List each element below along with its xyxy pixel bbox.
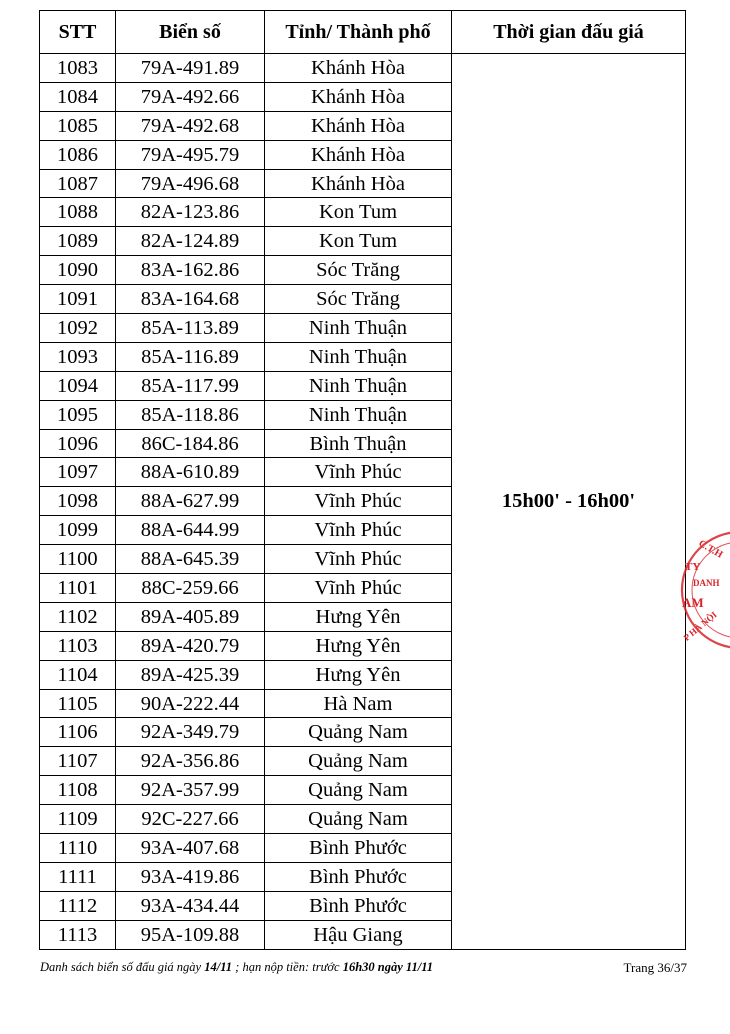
svg-text:P HÀ NỘI: P HÀ NỘI <box>681 609 719 643</box>
cell-stt: 1091 <box>40 285 116 314</box>
cell-stt: 1090 <box>40 256 116 285</box>
cell-plate: 82A-124.89 <box>116 227 265 256</box>
svg-text:AM: AM <box>682 595 704 610</box>
cell-stt: 1105 <box>40 689 116 718</box>
cell-plate: 79A-495.79 <box>116 140 265 169</box>
cell-province: Quảng Nam <box>265 747 452 776</box>
cell-auction-time: 15h00' - 16h00' <box>452 54 686 950</box>
cell-stt: 1093 <box>40 342 116 371</box>
cell-stt: 1102 <box>40 602 116 631</box>
cell-stt: 1085 <box>40 111 116 140</box>
cell-province: Bình Thuận <box>265 429 452 458</box>
cell-province: Khánh Hòa <box>265 140 452 169</box>
cell-stt: 1089 <box>40 227 116 256</box>
svg-text:C.T.H: C.T.H <box>696 538 725 561</box>
cell-plate: 92A-357.99 <box>116 776 265 805</box>
cell-stt: 1088 <box>40 198 116 227</box>
table-row <box>40 54 686 83</box>
cell-stt: 1087 <box>40 169 116 198</box>
cell-plate: 93A-407.68 <box>116 834 265 863</box>
cell-plate: 90A-222.44 <box>116 689 265 718</box>
cell-plate: 88A-627.99 <box>116 487 265 516</box>
cell-plate: 92A-356.86 <box>116 747 265 776</box>
cell-plate: 95A-109.88 <box>116 920 265 949</box>
cell-province: Ninh Thuận <box>265 400 452 429</box>
cell-stt: 1092 <box>40 314 116 343</box>
cell-province: Quảng Nam <box>265 718 452 747</box>
cell-plate: 79A-491.89 <box>116 54 265 83</box>
cell-stt: 1096 <box>40 429 116 458</box>
cell-province: Ninh Thuận <box>265 342 452 371</box>
cell-stt: 1106 <box>40 718 116 747</box>
cell-province: Khánh Hòa <box>265 82 452 111</box>
header-stt: STT <box>40 11 116 54</box>
cell-plate: 85A-117.99 <box>116 371 265 400</box>
cell-stt: 1113 <box>40 920 116 949</box>
cell-plate: 88C-259.66 <box>116 574 265 603</box>
footer-note: Danh sách biển số đấu giá ngày 14/11 ; hạn nộp tiền: trước 16h30 ngày 11/11 <box>40 960 434 974</box>
cell-province: Vĩnh Phúc <box>265 487 452 516</box>
cell-province: Sóc Trăng <box>265 256 452 285</box>
cell-stt: 1104 <box>40 660 116 689</box>
cell-stt: 1101 <box>40 574 116 603</box>
cell-plate: 79A-492.66 <box>116 82 265 111</box>
cell-province: Hậu Giang <box>265 920 452 949</box>
cell-province: Vĩnh Phúc <box>265 516 452 545</box>
cell-province: Quảng Nam <box>265 805 452 834</box>
cell-province: Kon Tum <box>265 198 452 227</box>
cell-plate: 92C-227.66 <box>116 805 265 834</box>
cell-province: Vĩnh Phúc <box>265 574 452 603</box>
cell-stt: 1095 <box>40 400 116 429</box>
cell-province: Hưng Yên <box>265 631 452 660</box>
cell-plate: 83A-164.68 <box>116 285 265 314</box>
page-number: Trang 36/37 <box>623 960 687 975</box>
cell-plate: 89A-420.79 <box>116 631 265 660</box>
cell-stt: 1112 <box>40 891 116 920</box>
company-seal-stamp <box>668 515 730 665</box>
cell-province: Hưng Yên <box>265 660 452 689</box>
cell-plate: 79A-492.68 <box>116 111 265 140</box>
cell-stt: 1084 <box>40 82 116 111</box>
cell-stt: 1109 <box>40 805 116 834</box>
cell-stt: 1103 <box>40 631 116 660</box>
cell-province: Bình Phước <box>265 891 452 920</box>
cell-plate: 79A-496.68 <box>116 169 265 198</box>
cell-province: Quảng Nam <box>265 776 452 805</box>
svg-text:DANH: DANH <box>693 578 720 588</box>
cell-province: Hưng Yên <box>265 602 452 631</box>
cell-plate: 93A-419.86 <box>116 862 265 891</box>
cell-stt: 1086 <box>40 140 116 169</box>
cell-stt: 1108 <box>40 776 116 805</box>
cell-plate: 83A-162.86 <box>116 256 265 285</box>
cell-plate: 88A-645.39 <box>116 545 265 574</box>
cell-plate: 93A-434.44 <box>116 891 265 920</box>
cell-plate: 88A-644.99 <box>116 516 265 545</box>
cell-stt: 1111 <box>40 862 116 891</box>
cell-stt: 1110 <box>40 834 116 863</box>
header-plate: Biển số <box>116 11 265 54</box>
cell-plate: 89A-425.39 <box>116 660 265 689</box>
cell-stt: 1098 <box>40 487 116 516</box>
cell-province: Ninh Thuận <box>265 371 452 400</box>
page-footer <box>40 960 687 975</box>
cell-stt: 1100 <box>40 545 116 574</box>
cell-province: Kon Tum <box>265 227 452 256</box>
cell-plate: 88A-610.89 <box>116 458 265 487</box>
cell-plate: 85A-118.86 <box>116 400 265 429</box>
cell-province: Vĩnh Phúc <box>265 458 452 487</box>
cell-province: Bình Phước <box>265 834 452 863</box>
license-plate-table <box>39 10 686 950</box>
cell-province: Khánh Hòa <box>265 54 452 83</box>
cell-plate: 89A-405.89 <box>116 602 265 631</box>
cell-plate: 85A-113.89 <box>116 314 265 343</box>
cell-plate: 92A-349.79 <box>116 718 265 747</box>
footer-deadline: 16h30 ngày 11/11 <box>342 960 434 974</box>
cell-province: Hà Nam <box>265 689 452 718</box>
header-auction-time: Thời gian đấu giá <box>452 11 686 54</box>
svg-text:TY: TY <box>685 561 701 573</box>
header-province: Tỉnh/ Thành phố <box>265 11 452 54</box>
cell-province: Ninh Thuận <box>265 314 452 343</box>
cell-stt: 1099 <box>40 516 116 545</box>
cell-plate: 85A-116.89 <box>116 342 265 371</box>
cell-province: Khánh Hòa <box>265 169 452 198</box>
cell-province: Khánh Hòa <box>265 111 452 140</box>
cell-province: Bình Phước <box>265 862 452 891</box>
footer-auction-date: 14/11 <box>204 960 233 974</box>
cell-province: Vĩnh Phúc <box>265 545 452 574</box>
cell-plate: 82A-123.86 <box>116 198 265 227</box>
table-header-row <box>40 11 686 54</box>
cell-stt: 1083 <box>40 54 116 83</box>
cell-plate: 86C-184.86 <box>116 429 265 458</box>
cell-province: Sóc Trăng <box>265 285 452 314</box>
cell-stt: 1097 <box>40 458 116 487</box>
cell-stt: 1107 <box>40 747 116 776</box>
cell-stt: 1094 <box>40 371 116 400</box>
